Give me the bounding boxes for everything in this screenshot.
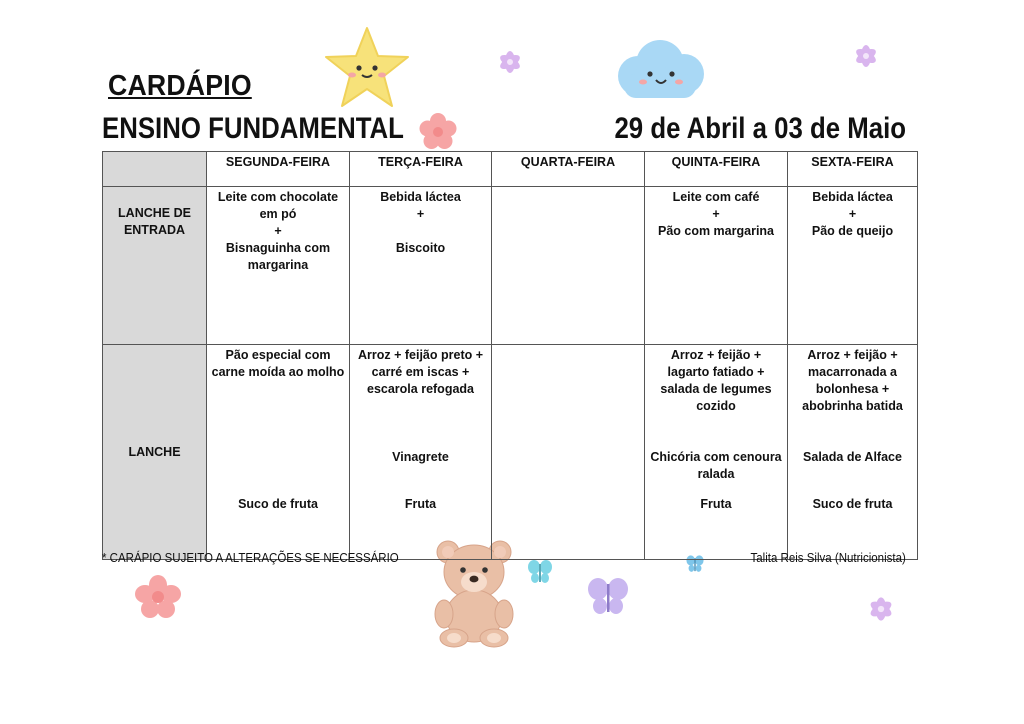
- menu-side: Vinagrete: [392, 450, 449, 464]
- menu-line: Bebida láctea: [380, 190, 461, 204]
- star-face-icon: [322, 24, 412, 112]
- page-title: CARDÁPIO: [108, 70, 252, 102]
- menu-line: salada de legumes: [660, 382, 772, 396]
- flower-icon: [416, 110, 460, 154]
- menu-line: abobrinha batida: [802, 399, 903, 413]
- menu-cell-monday-snack: [207, 345, 350, 560]
- menu-line: margarina: [247, 258, 309, 272]
- disclaimer-note: * CARÁPIO SUJEITO A ALTERAÇÕES SE NECESSÁRIO: [102, 551, 399, 565]
- row-label-entrance-snack: [103, 187, 207, 345]
- menu-line: lagarto fatiado +: [667, 365, 765, 379]
- menu-line: bolonhesa +: [815, 382, 890, 396]
- table-corner-cell: [103, 152, 207, 187]
- column-header-monday: SEGUNDA-FEIRA: [207, 152, 350, 187]
- menu-cell-friday-entrance: [788, 187, 918, 345]
- menu-side: Salada de Alface: [803, 450, 902, 464]
- column-header-friday: SEXTA-FEIRA: [788, 152, 918, 187]
- menu-cell-tuesday-snack: [350, 345, 492, 560]
- menu-line: escarola refogada: [367, 382, 474, 396]
- menu-line: Pão com margarina: [657, 224, 774, 238]
- menu-line: Arroz + feijão +: [670, 348, 762, 362]
- menu-line: +: [848, 207, 857, 221]
- table-row: [103, 187, 918, 345]
- page-subtitle: ENSINO FUNDAMENTAL: [102, 112, 404, 145]
- cloud-face-icon: [610, 34, 708, 104]
- row-label-line: LANCHE DE: [118, 206, 191, 220]
- column-header-tuesday: TERÇA-FEIRA: [350, 152, 492, 187]
- menu-line: Arroz + feijão +: [807, 348, 898, 362]
- menu-drink: Fruta: [700, 497, 732, 511]
- menu-line: +: [274, 224, 282, 238]
- menu-line: +: [712, 207, 720, 221]
- menu-cell-thursday-snack: [645, 345, 788, 560]
- menu-line: Leite com chocolate: [217, 190, 339, 204]
- menu-line: Bisnaguinha com: [225, 241, 331, 255]
- menu-side: ralada: [697, 467, 735, 481]
- menu-line: +: [416, 207, 425, 221]
- flower-icon: [862, 590, 900, 628]
- flower-icon: [848, 38, 884, 74]
- menu-line: [354, 223, 487, 240]
- menu-line: Bebida láctea: [812, 190, 893, 204]
- table-row: [103, 345, 918, 560]
- menu-line: macarronada a: [808, 365, 897, 379]
- menu-cell-tuesday-entrance: [350, 187, 492, 345]
- butterfly-icon: [586, 576, 630, 618]
- menu-side: Chicória com cenoura: [650, 450, 782, 464]
- menu-line: Biscoito: [395, 241, 446, 255]
- menu-drink: Suco de fruta: [238, 497, 318, 511]
- menu-cell-wednesday-snack: [492, 345, 645, 560]
- column-header-wednesday: QUARTA-FEIRA: [492, 152, 645, 187]
- menu-table: [102, 151, 918, 560]
- menu-line: em pó: [259, 207, 297, 221]
- butterfly-icon: [526, 558, 554, 586]
- menu-drink: Fruta: [404, 497, 437, 511]
- menu-line: Arroz + feijão preto +: [357, 348, 484, 362]
- flower-icon: [492, 44, 528, 80]
- menu-line: Pão de queijo: [811, 224, 894, 238]
- menu-cell-monday-entrance: [207, 187, 350, 345]
- row-label-line: ENTRADA: [123, 223, 186, 237]
- nutritionist-signature: Talita Reis Silva (Nutricionista): [750, 551, 906, 565]
- column-header-thursday: QUINTA-FEIRA: [645, 152, 788, 187]
- table-header-row: [103, 152, 918, 187]
- menu-line: Leite com café: [672, 190, 760, 204]
- row-label-snack: LANCHE: [103, 345, 207, 560]
- menu-cell-friday-snack: [788, 345, 918, 560]
- menu-cell-wednesday-entrance: [492, 187, 645, 345]
- flower-icon: [128, 574, 188, 620]
- menu-drink: Suco de fruta: [812, 497, 893, 511]
- date-range: 29 de Abril a 03 de Maio: [614, 112, 906, 145]
- menu-line: carne moída ao molho: [211, 365, 345, 379]
- menu-cell-thursday-entrance: [645, 187, 788, 345]
- menu-line: carré em iscas +: [371, 365, 470, 379]
- menu-line: cozido: [696, 399, 736, 413]
- menu-line: Pão especial com: [225, 348, 331, 362]
